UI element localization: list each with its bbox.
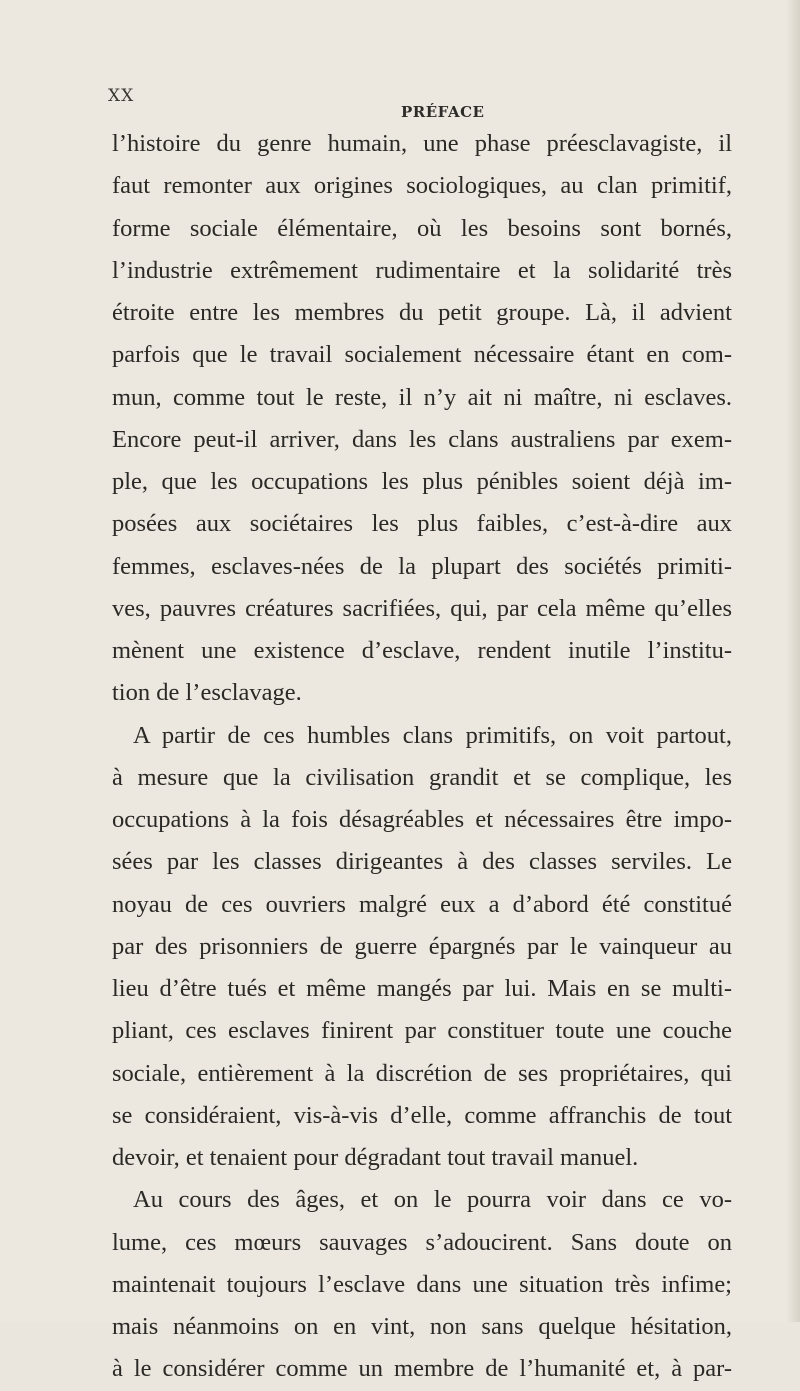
page-edge-shadow: [786, 0, 800, 1322]
text-line: femmes, esclaves-nées de la plupart des sociétés primiti-: [112, 552, 732, 580]
text-line: ple, que les occupations les plus pénibles soient déjà im-: [112, 468, 732, 495]
text-line: mènent une existence d’esclave, rendent inutile l’institu-: [112, 637, 732, 664]
text-line: l’histoire du genre humain, une phase préesclavagiste, il: [112, 130, 732, 157]
body-text: [112, 123, 732, 1391]
text-line: A partir de ces humbles clans primitifs, on voit partout,: [133, 721, 732, 749]
text-line: tion de l’esclavage.: [112, 679, 302, 707]
text-line: se considéraient, vis-à-vis d’elle, comme affranchis de tout: [112, 1101, 732, 1129]
text-line: l’industrie extrêmement rudimentaire et la solidarité très: [112, 256, 732, 284]
text-line: par des prisonniers de guerre épargnés par le vainqueur au: [112, 932, 732, 960]
text-line: pliant, ces esclaves finirent par constituer toute une couche: [112, 1017, 732, 1045]
text-line: lieu d’être tués et même mangés par lui. Mais en se multi-: [112, 975, 732, 1002]
text-line: Au cours des âges, et on le pourra voir dans ce vo-: [133, 1186, 732, 1214]
text-line: devoir, et tenaient pour dégradant tout travail manuel.: [112, 1144, 639, 1171]
text-line: Encore peut-il arriver, dans les clans australiens par exem-: [112, 425, 732, 453]
running-head: [0, 86, 800, 126]
text-line: étroite entre les membres du petit groupe. Là, il advient: [112, 299, 732, 326]
text-line: sociale, entièrement à la discrétion de ses propriétaires, qui: [112, 1059, 732, 1087]
text-line: ves, pauvres créatures sacrifiées, qui, par cela même qu’elles: [112, 594, 732, 622]
text-line: mais néanmoins on en vint, non sans quelque hésitation,: [112, 1313, 732, 1340]
text-line: posées aux sociétaires les plus faibles, c’est-à-dire aux: [112, 510, 732, 538]
text-line: parfois que le travail socialement nécessaire étant en com-: [112, 341, 732, 369]
text-line: noyau de ces ouvriers malgré eux a d’abord été constitué: [112, 890, 732, 918]
text-line: à le considérer comme un membre de l’humanité et, à par-: [112, 1355, 732, 1383]
text-line: sées par les classes dirigeantes à des classes serviles. Le: [112, 848, 732, 876]
text-line: lume, ces mœurs sauvages s’adoucirent. Sans doute on: [112, 1228, 732, 1256]
text-line: à mesure que la civilisation grandit et se complique, les: [112, 763, 732, 791]
page-number: XX: [108, 86, 135, 106]
running-title: PRÉFACE: [401, 103, 485, 121]
text-line: forme sociale élémentaire, où les besoins sont bornés,: [112, 214, 732, 242]
text-line: mun, comme tout le reste, il n’y ait ni maître, ni esclaves.: [112, 383, 732, 411]
text-line: occupations à la fois désagréables et nécessaires être impo-: [112, 806, 732, 833]
text-line: maintenait toujours l’esclave dans une situation très infime;: [112, 1270, 732, 1298]
text-line: faut remonter aux origines sociologiques, au clan primitif,: [112, 172, 732, 200]
